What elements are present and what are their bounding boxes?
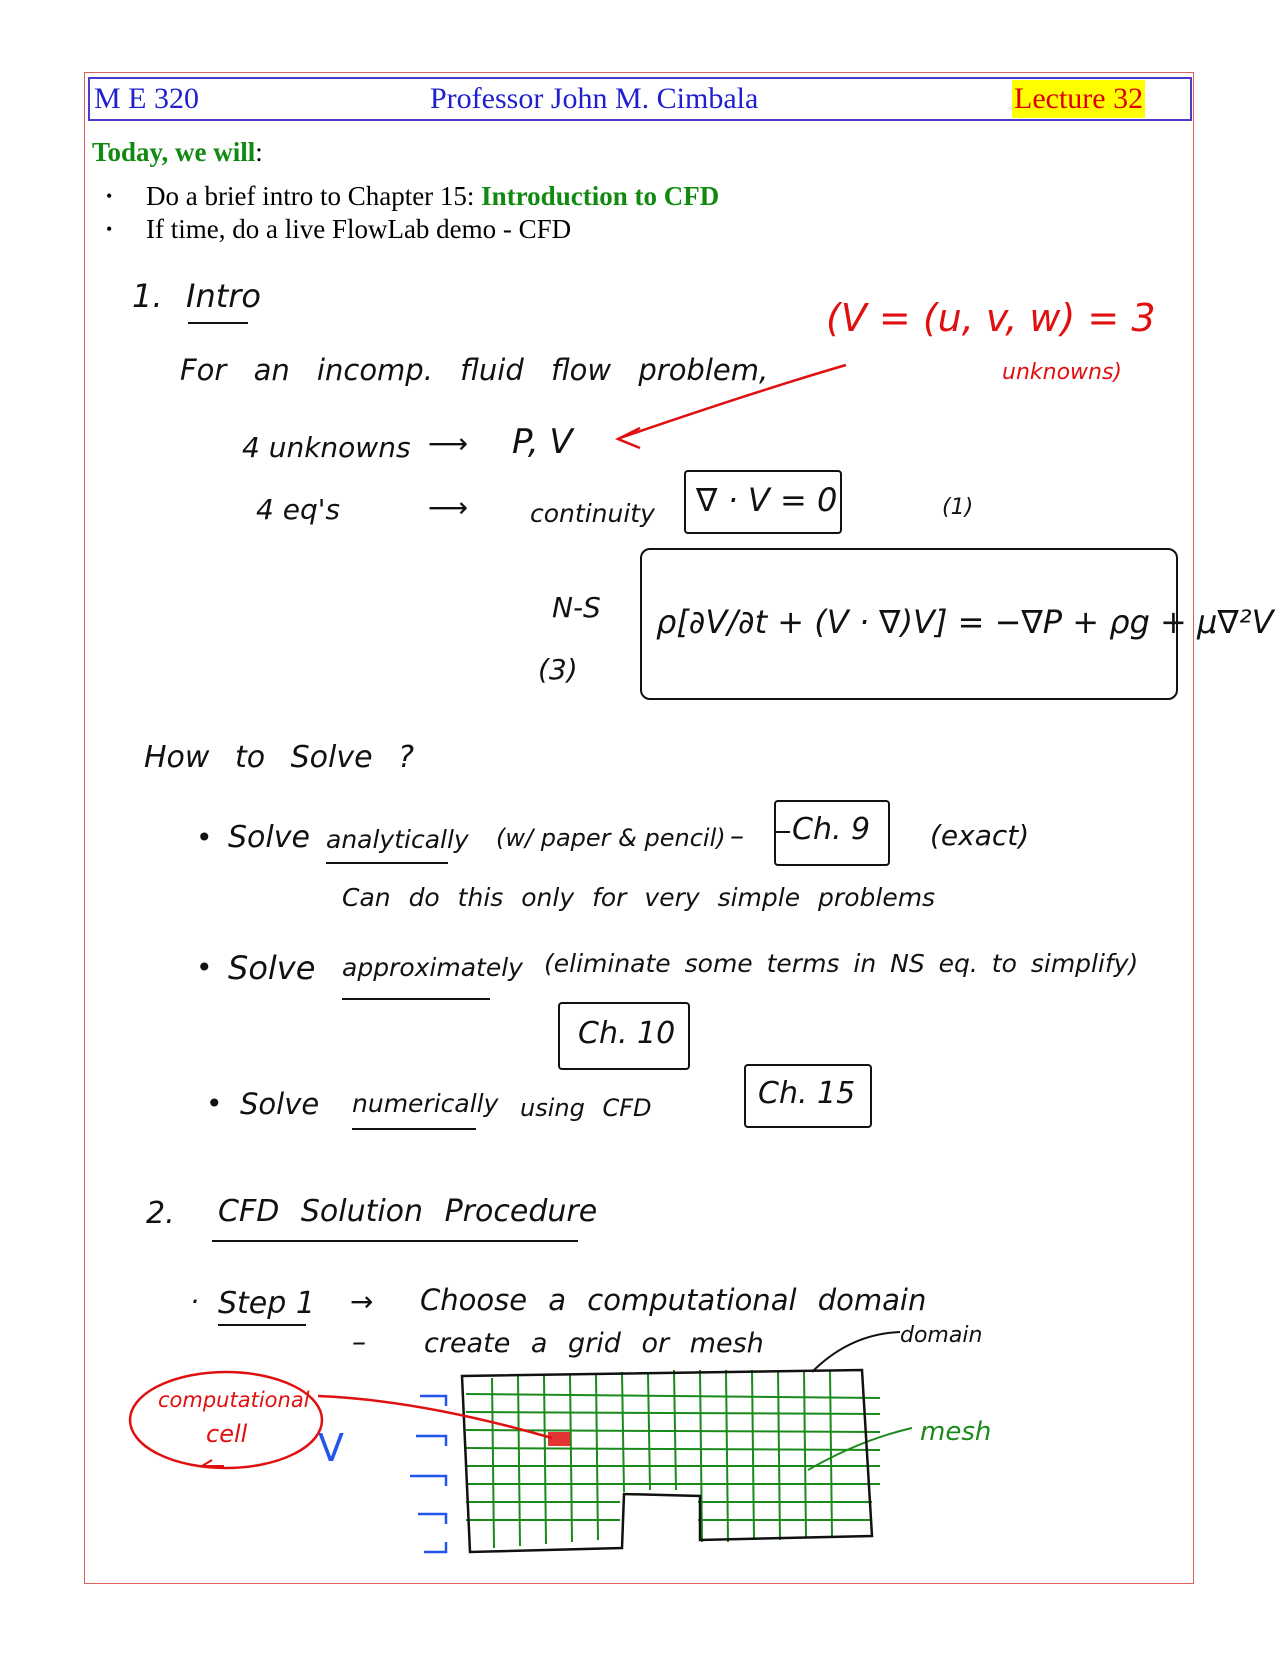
method-bullet: •	[206, 1087, 223, 1120]
method-1-solve: Solve	[228, 820, 310, 855]
computational-cell-ellipse	[130, 1372, 322, 1468]
step-1-label: Step 1	[218, 1286, 315, 1321]
how-to-solve-heading: How to Solve ?	[144, 740, 415, 775]
inflow-arrow	[424, 1542, 446, 1552]
mesh-grid-line	[570, 1374, 572, 1542]
mesh-grid-line	[596, 1374, 598, 1540]
mesh-grid-line	[622, 1372, 624, 1492]
inflow-arrow	[418, 1514, 446, 1524]
section-1-title: Intro	[186, 277, 261, 315]
method-2-solve: Solve	[228, 949, 316, 987]
computational-cell-label-2: cell	[206, 1420, 248, 1448]
mesh-grid-line	[778, 1370, 780, 1540]
agenda-heading-text: Today, we will	[92, 137, 256, 167]
equations-arrow: ⟶	[428, 491, 469, 524]
step-bullet: ·	[190, 1285, 199, 1318]
agenda-item-text: Do a brief intro to Chapter 15:	[146, 181, 482, 211]
mesh-grid-line	[752, 1370, 754, 1540]
agenda-item-highlight: Introduction to CFD	[481, 181, 720, 211]
unknowns-variables: P, V	[512, 422, 573, 462]
continuity-count: (1)	[942, 495, 974, 520]
equations-label: 4 eq's	[256, 493, 340, 526]
method-1-exact: (exact)	[930, 819, 1030, 852]
computational-cell-label-1: computational	[158, 1388, 310, 1412]
method-3-chapter: Ch. 15	[758, 1076, 856, 1111]
method-1-detail: (w/ paper & pencil)	[496, 824, 726, 852]
ns-count: (3)	[538, 653, 578, 686]
navier-stokes-equation: ρ[∂V/∂t + (V · ∇)V] = −∇P + ρg + μ∇²V	[656, 603, 1274, 641]
method-2-word: approximately	[342, 953, 523, 982]
agenda-item-text: If time, do a live FlowLab demo - CFD	[146, 214, 572, 244]
method-1-word: analytically	[326, 825, 469, 854]
method-3-solve: Solve	[240, 1087, 320, 1121]
mesh-grid-line	[544, 1376, 546, 1544]
unknowns-label: 4 unknowns	[242, 431, 411, 464]
lecture-number: Lecture 32	[1012, 80, 1145, 118]
inflow-arrow	[416, 1436, 446, 1446]
computational-cell-connector	[318, 1396, 552, 1438]
method-3-word: numerically	[352, 1089, 499, 1118]
course-code: M E 320	[94, 82, 199, 115]
method-1-chapter: Ch. 9	[792, 812, 871, 847]
section-2-number: 2.	[146, 1196, 175, 1231]
mesh-grid-line	[804, 1370, 806, 1538]
method-bullet: •	[196, 951, 213, 984]
step-1-task-mesh: create a grid or mesh	[424, 1328, 764, 1359]
section-2-title: CFD Solution Procedure	[218, 1194, 598, 1229]
mesh-grid-line	[648, 1372, 650, 1490]
method-2-chapter: Ch. 10	[578, 1016, 676, 1051]
step-1-arrow: →	[350, 1285, 374, 1318]
velocity-arrow-head	[618, 428, 640, 448]
velocity-arrow-line	[620, 365, 846, 438]
mesh-grid-line	[466, 1412, 880, 1414]
method-1-dash: –	[730, 819, 744, 852]
method-1-note: Can do this only for very simple problems	[342, 883, 936, 912]
section-1-number: 1.	[132, 277, 163, 315]
mesh-grid-line	[466, 1394, 880, 1398]
cell-pointer-tail	[202, 1460, 224, 1466]
mesh-grid-line	[492, 1378, 494, 1548]
method-2-detail: (eliminate some terms in NS eq. to simplify)	[544, 949, 1139, 978]
unknowns-arrow: ⟶	[428, 427, 469, 460]
mesh-grid-line	[674, 1370, 676, 1490]
step-1-dash: –	[352, 1325, 366, 1358]
inflow-arrow	[420, 1396, 446, 1406]
velocity-note-unknowns: unknowns)	[1002, 360, 1123, 385]
continuity-equation: ∇ · V = 0	[696, 481, 838, 519]
inflow-velocity-label: V	[318, 1426, 344, 1470]
professor-name: Professor John M. Cimbala	[430, 82, 759, 115]
step-1-task-domain: Choose a computational domain	[420, 1283, 927, 1317]
mesh-label: mesh	[920, 1417, 992, 1447]
mesh-grid-line	[466, 1448, 880, 1450]
agenda-heading-colon: :	[255, 137, 263, 167]
velocity-note: (V = (u, v, w) = 3	[826, 296, 1156, 340]
method-bullet: •	[196, 821, 213, 854]
ns-label: N-S	[552, 591, 601, 624]
domain-pointer	[812, 1332, 900, 1372]
problem-statement: For an incomp. fluid flow problem,	[180, 353, 769, 387]
continuity-label: continuity	[530, 499, 655, 528]
method-3-detail: using CFD	[520, 1094, 652, 1122]
mesh-grid-line	[830, 1370, 832, 1538]
mesh-grid	[466, 1370, 880, 1548]
inflow-arrows	[410, 1396, 446, 1552]
inflow-arrow	[410, 1476, 446, 1486]
domain-label: domain	[900, 1323, 983, 1348]
